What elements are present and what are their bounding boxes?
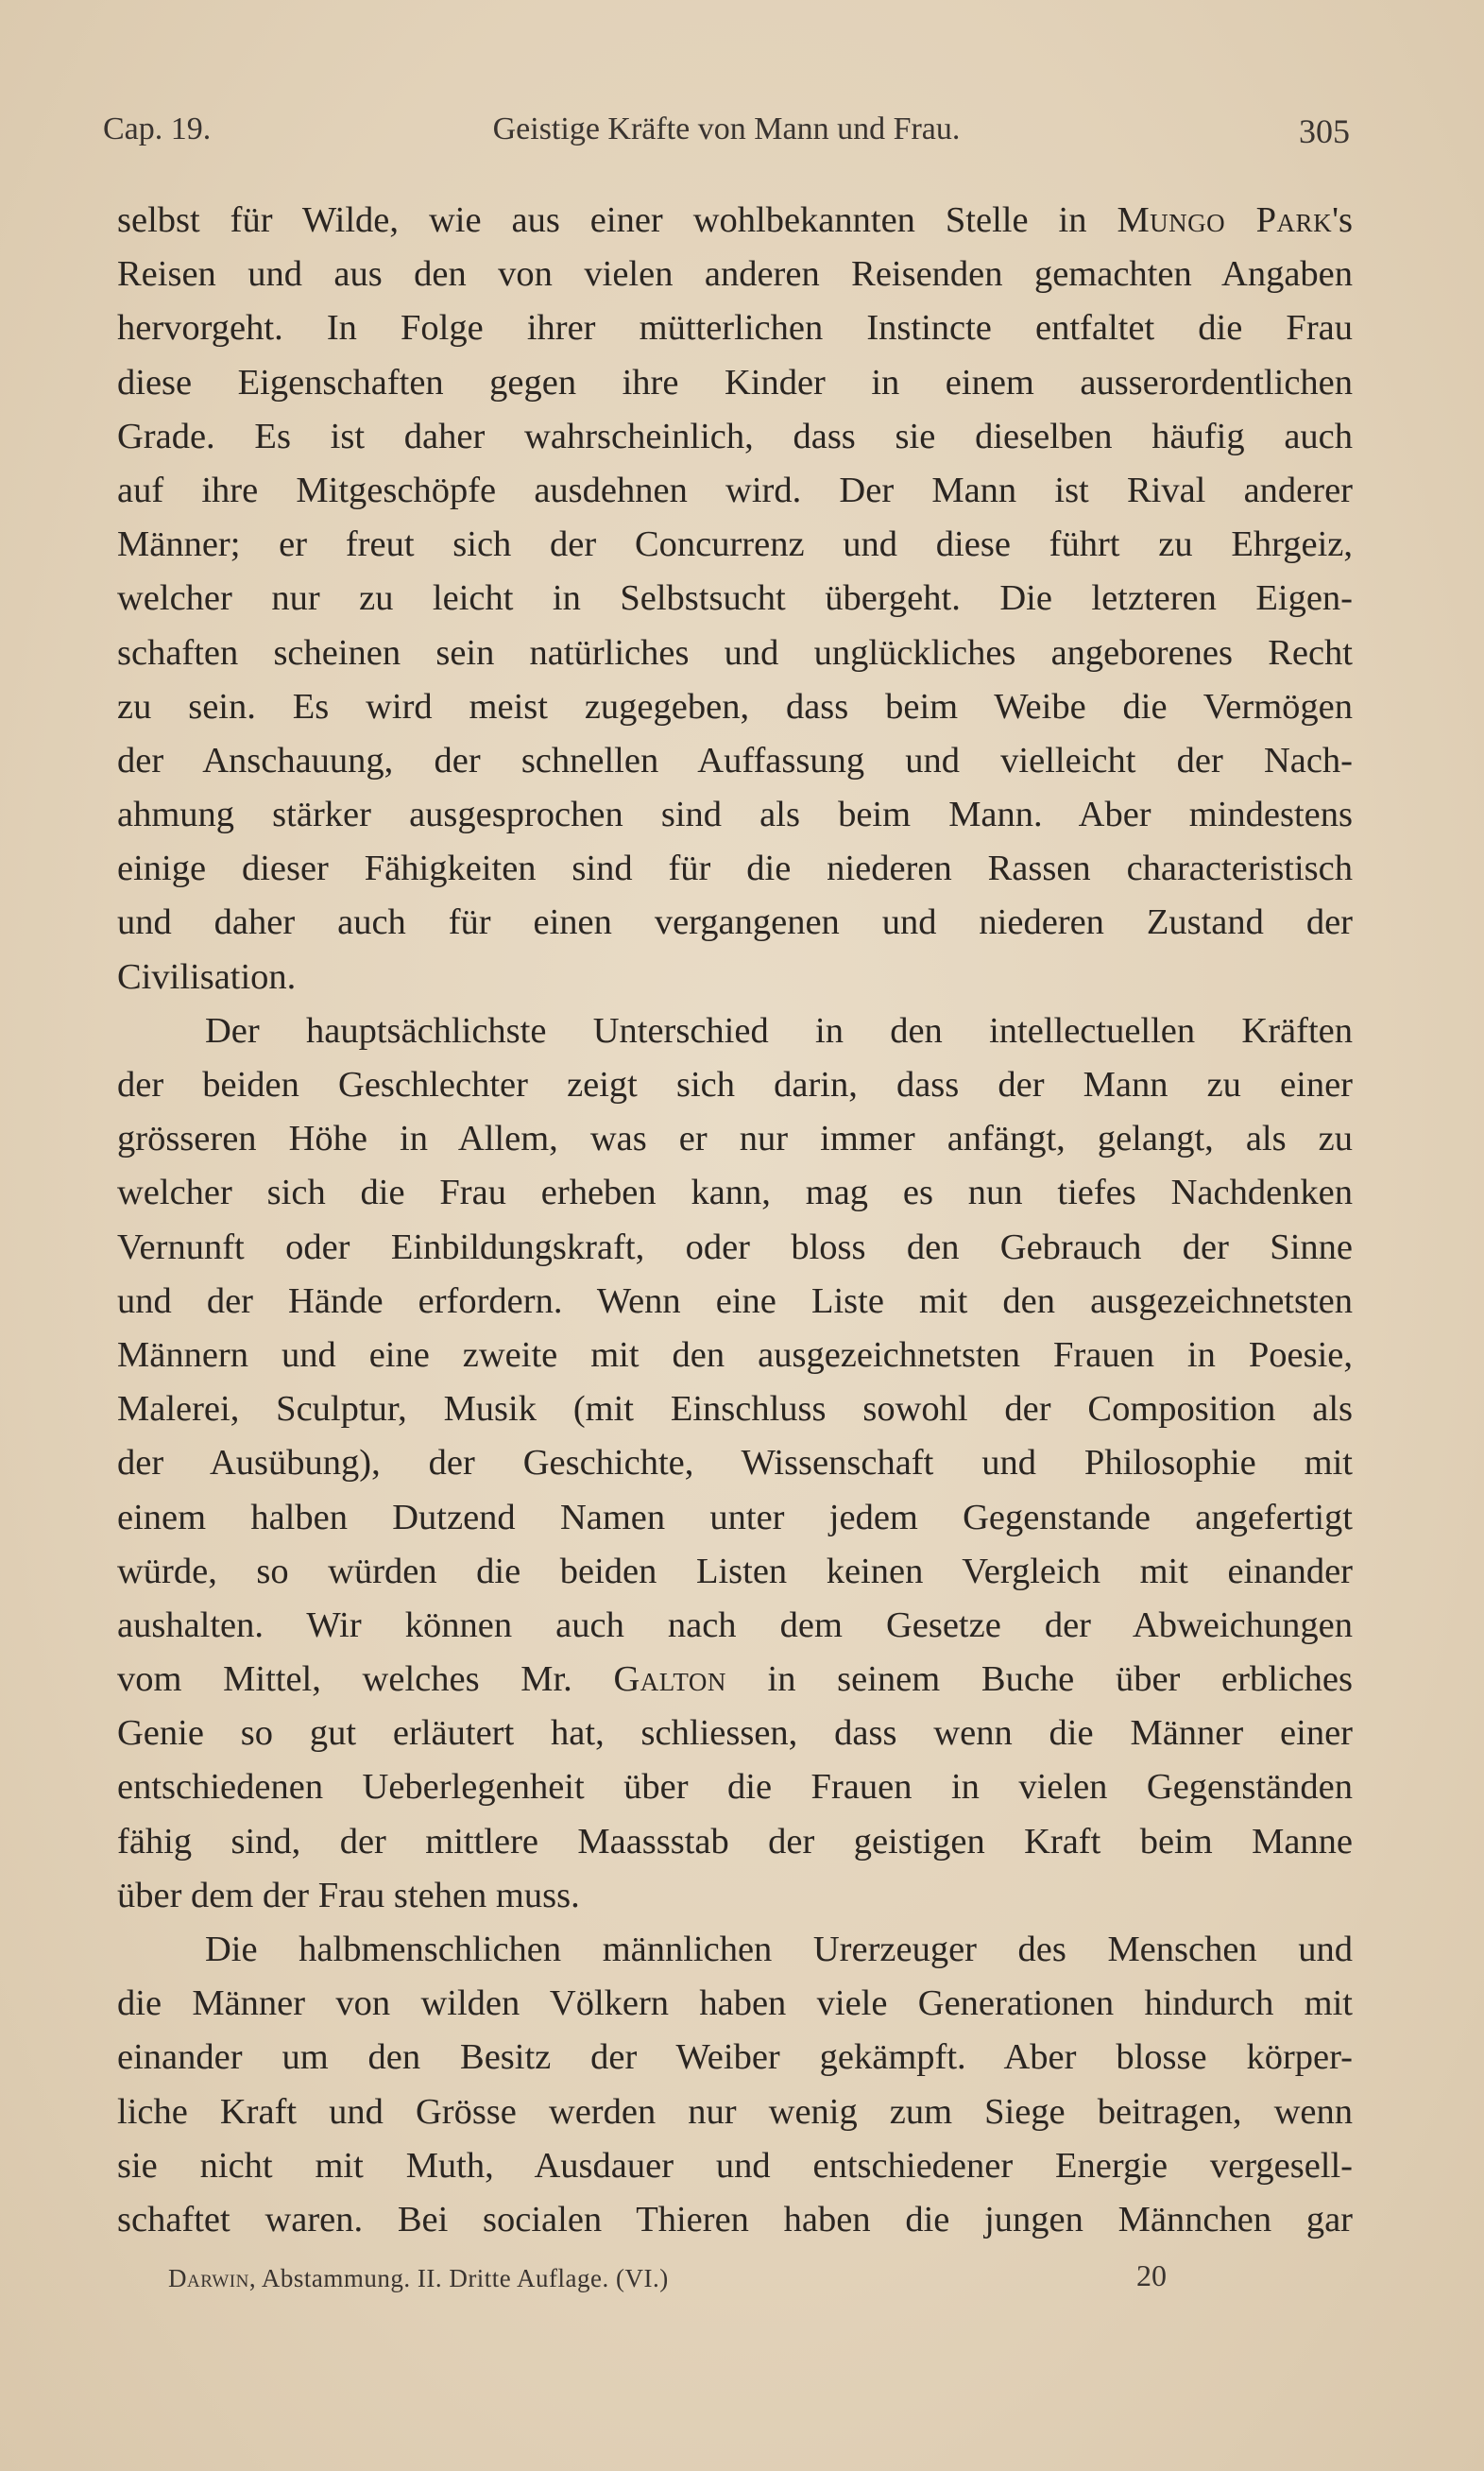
text-line: Civilisation. (117, 956, 297, 997)
text-line: aushalten. Wir können auch nach dem Gesetze der Abweichungen (117, 1604, 1353, 1645)
text-line: hervorgeht. In Folge ihrer mütterlichen Instincte entfaltet die Frau (117, 308, 1353, 349)
text-line: und der Hände erfordern. Wenn eine Liste mit den ausgezeichnetsten (117, 1280, 1353, 1321)
paragraph (117, 194, 1353, 1004)
text-line: einige dieser Fähigkeiten sind für die niederen Rassen characteristisch (117, 849, 1353, 889)
running-title: Geistige Kräfte von Mann und Frau. (492, 112, 961, 146)
text-line: diese Eigenschaften gegen ihre Kinder in einem ausserordentlichen (117, 362, 1353, 403)
text-line: einander um den Besitz der Weiber gekämpft. Aber blosse körper- (117, 2037, 1353, 2078)
chapter-label: Cap. 19. (103, 112, 212, 146)
paragraph (117, 1004, 1353, 1923)
text-line: würde, so würden die beiden Listen keinen Vergleich mit einander (117, 1551, 1353, 1591)
text-line: über dem der Frau stehen muss. (117, 1875, 580, 1915)
paragraph (117, 1923, 1353, 2247)
text-line: der Ausübung), der Geschichte, Wissenschaft und Philosophie mit (117, 1443, 1353, 1484)
text-line: Männer; er freut sich der Concurrenz und diese führt zu Ehrgeiz, (117, 524, 1353, 565)
text-line: der Anschauung, der schnellen Auffassung und vielleicht der Nach- (117, 740, 1353, 781)
text-line: fähig sind, der mittlere Maassstab der geistigen Kraft beim Manne (117, 1821, 1353, 1862)
text-line: die Männer von wilden Völkern haben viele Generationen hindurch mit (117, 1983, 1353, 2024)
text-line: zu sein. Es wird meist zugegeben, dass beim Weibe die Vermögen (117, 686, 1353, 727)
text-line: Der hauptsächlichste Unterschied in den intellectuellen Kräften (205, 1010, 1353, 1051)
text-line: selbst für Wilde, wie aus einer wohlbekannten Stelle in Mungo Park's (117, 200, 1353, 240)
sheet-number: 20 (1136, 2258, 1167, 2292)
text-line: ahmung stärker ausgesprochen sind als beim Mann. Aber mindestens (117, 795, 1353, 835)
text-line: Grade. Es ist daher wahrscheinlich, dass sie dieselben häufig auch (117, 416, 1353, 456)
text-line: der beiden Geschlechter zeigt sich darin, dass der Mann zu einer (117, 1065, 1353, 1105)
page-number: 305 (1299, 112, 1350, 150)
body-text (117, 194, 1353, 2247)
signature-mark: Darwin, Abstammung. II. Dritte Auflage. (VI.) (168, 2264, 669, 2292)
text-line: welcher sich die Frau erheben kann, mag es nun tiefes Nachdenken (117, 1173, 1353, 1213)
text-line: Männern und eine zweite mit den ausgezeichnetsten Frauen in Poesie, (117, 1334, 1353, 1375)
text-line: entschiedenen Ueberlegenheit über die Frauen in vielen Gegenständen (117, 1767, 1353, 1808)
text-line: Vernunft oder Einbildungskraft, oder bloss den Gebrauch der Sinne (117, 1227, 1353, 1267)
text-line: und daher auch für einen vergangenen und niederen Zustand der (117, 902, 1353, 943)
page-footer (168, 2258, 1188, 2296)
text-line: schaftet waren. Bei socialen Thieren haben die jungen Männchen gar (117, 2199, 1353, 2239)
text-line: einem halben Dutzend Namen unter jedem Gegenstande angefertigt (117, 1497, 1353, 1537)
text-line: Malerei, Sculptur, Musik (mit Einschluss sowohl der Composition als (117, 1389, 1353, 1430)
text-line: Genie so gut erläutert hat, schliessen, dass wenn die Männer einer (117, 1713, 1353, 1754)
text-line: Reisen und aus den von vielen anderen Reisenden gemachten Angaben (117, 254, 1353, 295)
text-line: liche Kraft und Grösse werden nur wenig zum Siege beitragen, wenn (117, 2091, 1353, 2132)
text-line: grösseren Höhe in Allem, was er nur immer anfängt, gelangt, als zu (117, 1119, 1353, 1159)
text-line: Die halbmenschlichen männlichen Urerzeuger des Menschen und (205, 1930, 1353, 1969)
text-line: schaften scheinen sein natürliches und unglückliches angeborenes Recht (117, 632, 1353, 673)
text-line: auf ihre Mitgeschöpfe ausdehnen wird. Der Mann ist Rival anderer (117, 470, 1353, 510)
text-line: vom Mittel, welches Mr. Galton in seinem Buche über erbliches (117, 1659, 1353, 1700)
text-line: sie nicht mit Muth, Ausdauer und entschiedener Energie vergesell- (117, 2145, 1353, 2186)
running-head (103, 112, 1350, 159)
text-line: welcher nur zu leicht in Selbstsucht übergeht. Die letzteren Eigen- (117, 578, 1353, 619)
